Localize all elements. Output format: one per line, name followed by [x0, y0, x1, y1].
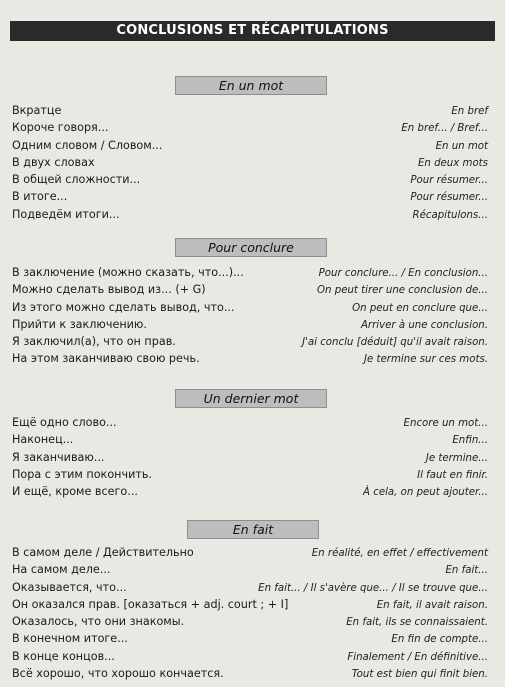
- french-translation: Pour conclure... / En conclusion...: [318, 268, 488, 279]
- phrase-row: [12, 433, 488, 450]
- russian-phrase: Ещё одно слово...: [12, 416, 117, 429]
- section-rows-pour-conclure: [12, 266, 488, 370]
- russian-phrase: Оказалось, что они знакомы.: [12, 615, 185, 629]
- russian-phrase: Он оказался прав. [оказаться + adj. court ; + I]: [12, 597, 289, 611]
- phrase-row: [12, 318, 488, 335]
- russian-phrase: В конечном итоге...: [12, 632, 128, 646]
- phrase-row: [12, 485, 488, 502]
- section-title-un-dernier-mot: Un dernier mot: [175, 389, 327, 408]
- phrase-row: [12, 283, 488, 300]
- french-translation: Finalement / En définitive...: [347, 651, 488, 663]
- russian-phrase: В заключение (можно сказать, что...)...: [12, 266, 244, 279]
- phrase-row: [12, 301, 488, 318]
- french-translation: En un mot: [435, 140, 488, 152]
- russian-phrase: На этом заканчиваю свою речь.: [12, 352, 200, 366]
- phrase-row: [12, 173, 488, 190]
- russian-phrase: Одним словом / Словом...: [12, 138, 163, 152]
- russian-phrase: Прийти к заключению.: [12, 317, 147, 331]
- russian-phrase: В двух словах: [12, 155, 95, 169]
- phrase-row: [12, 266, 488, 283]
- russian-phrase: Всё хорошо, что хорошо кончается.: [12, 667, 224, 681]
- russian-phrase: Можно сделать вывод из... (+ G): [12, 283, 206, 297]
- section-rows-en-fait: [12, 546, 488, 684]
- french-translation: En fait...: [445, 565, 488, 577]
- russian-phrase: Оказывается, что...: [12, 580, 127, 594]
- russian-phrase: Вкратце: [12, 104, 62, 117]
- french-translation: Pour résumer...: [410, 192, 488, 204]
- phrase-row: [12, 104, 488, 121]
- russian-phrase: И ещё, кроме всего...: [12, 485, 138, 499]
- french-translation: En fin de compte...: [391, 634, 488, 646]
- french-translation: On peut tirer une conclusion de...: [317, 285, 488, 297]
- phrase-row: [12, 546, 488, 563]
- french-translation: À cela, on peut ajouter...: [363, 487, 488, 499]
- phrase-row: [12, 451, 488, 468]
- phrase-row: [12, 667, 488, 684]
- phrase-row: [12, 190, 488, 207]
- section-title-en-fait: En fait: [187, 520, 319, 539]
- phrase-row: [12, 335, 488, 352]
- russian-phrase: В самом деле / Действительно: [12, 546, 194, 559]
- french-translation: En bref... / Bref...: [401, 123, 488, 135]
- french-translation: Enfin...: [452, 435, 488, 447]
- french-translation: Tout est bien qui finit bien.: [351, 669, 488, 681]
- page-title-banner: CONCLUSIONS ET RÉCAPITULATIONS: [10, 21, 495, 41]
- section-rows-en-un-mot: [12, 104, 488, 225]
- french-translation: Pour résumer...: [410, 175, 488, 187]
- russian-phrase: Я заканчиваю...: [12, 450, 105, 464]
- phrase-row: [12, 581, 488, 598]
- french-translation: En réalité, en effet / effectivement: [311, 548, 488, 559]
- russian-phrase: Из этого можно сделать вывод, что...: [12, 300, 235, 314]
- russian-phrase: Пора с этим покончить.: [12, 467, 153, 481]
- french-translation: Arriver à une conclusion.: [360, 319, 488, 331]
- french-translation: En fait... / Il s'avère que... / Il se trouve que...: [258, 582, 488, 594]
- phrase-row: [12, 156, 488, 173]
- french-translation: On peut en conclure que...: [352, 302, 488, 314]
- french-translation: En fait, il avait raison.: [376, 599, 488, 611]
- phrase-row: [12, 416, 488, 433]
- russian-phrase: В конце концов...: [12, 649, 115, 663]
- phrase-row: [12, 650, 488, 667]
- phrase-row: [12, 352, 488, 369]
- russian-phrase: В общей сложности...: [12, 173, 141, 187]
- french-translation: Je termine...: [425, 452, 488, 464]
- russian-phrase: На самом деле...: [12, 563, 111, 577]
- russian-phrase: Короче говоря...: [12, 121, 109, 135]
- french-translation: Il faut en finir.: [417, 469, 488, 481]
- russian-phrase: Я заключил(а), что он прав.: [12, 335, 176, 349]
- section-title-en-un-mot: En un mot: [175, 76, 327, 95]
- phrase-row: [12, 468, 488, 485]
- section-rows-un-dernier-mot: [12, 416, 488, 502]
- french-translation: Je termine sur ces mots.: [364, 354, 488, 366]
- phrase-row: [12, 563, 488, 580]
- phrase-row: [12, 121, 488, 138]
- french-translation: En fait, ils se connaissaient.: [346, 617, 488, 629]
- phrase-row: [12, 139, 488, 156]
- phrase-row: [12, 598, 488, 615]
- phrase-row: [12, 615, 488, 632]
- french-translation: J'ai conclu [déduit] qu'il avait raison.: [302, 337, 488, 349]
- russian-phrase: В итоге...: [12, 190, 68, 204]
- french-translation: Récapitulons...: [412, 209, 488, 221]
- section-title-pour-conclure: Pour conclure: [175, 238, 327, 257]
- russian-phrase: Подведём итоги...: [12, 207, 120, 221]
- phrase-row: [12, 632, 488, 649]
- french-translation: En deux mots: [417, 157, 488, 169]
- phrase-row: [12, 208, 488, 225]
- french-translation: Encore un mot...: [403, 418, 488, 429]
- russian-phrase: Наконец...: [12, 433, 74, 447]
- french-translation: En bref: [451, 106, 488, 117]
